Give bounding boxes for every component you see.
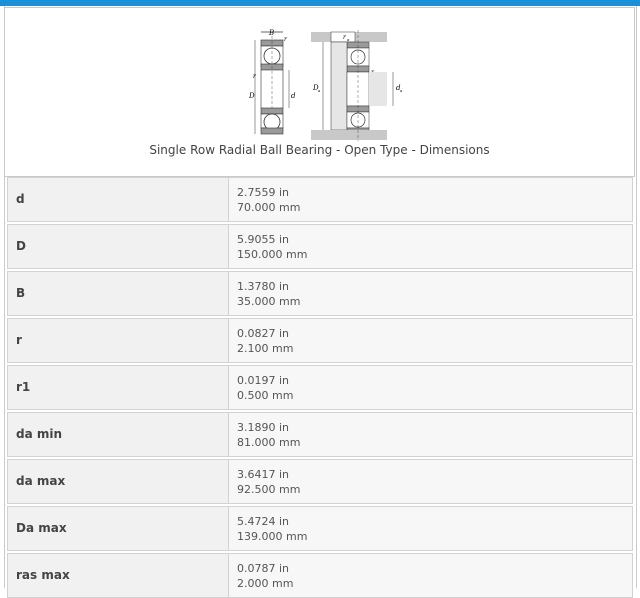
bearing-section-diagram bbox=[239, 28, 299, 138]
table-row bbox=[7, 318, 634, 363]
value-inch: 5.9055 in bbox=[237, 233, 290, 246]
mounting-section-diagram bbox=[303, 28, 413, 143]
table-row bbox=[7, 412, 634, 457]
value-inch: 2.7559 in bbox=[237, 186, 290, 199]
row-label: r bbox=[7, 318, 234, 363]
row-value bbox=[228, 365, 633, 410]
label-Da: D bbox=[313, 84, 319, 92]
row-value bbox=[228, 553, 633, 598]
table-row bbox=[7, 506, 634, 551]
value-mm: 92.500 mm bbox=[237, 483, 301, 496]
value-inch: 1.3780 in bbox=[237, 280, 290, 293]
value-inch: 0.0827 in bbox=[237, 327, 290, 340]
row-label: ras max bbox=[7, 553, 234, 598]
row-label: d bbox=[7, 177, 234, 222]
label-Da-sub: a bbox=[318, 88, 321, 93]
value-mm: 0.500 mm bbox=[237, 389, 294, 402]
table-row bbox=[7, 177, 634, 222]
row-label: da max bbox=[7, 459, 234, 504]
label-D: D bbox=[249, 92, 255, 100]
label-r-side: r bbox=[253, 73, 256, 80]
row-label: B bbox=[7, 271, 234, 316]
value-mm: 70.000 mm bbox=[237, 201, 301, 214]
row-value bbox=[228, 412, 633, 457]
value-mm: 35.000 mm bbox=[237, 295, 301, 308]
value-mm: 81.000 mm bbox=[237, 436, 301, 449]
value-inch: 3.1890 in bbox=[237, 421, 290, 434]
label-B: B bbox=[269, 29, 275, 37]
row-value bbox=[228, 177, 633, 222]
row-label: D bbox=[7, 224, 234, 269]
row-label: r1 bbox=[7, 365, 234, 410]
value-mm: 150.000 mm bbox=[237, 248, 308, 261]
table-row bbox=[7, 459, 634, 504]
value-inch: 0.0197 in bbox=[237, 374, 290, 387]
diagram-caption: Single Row Radial Ball Bearing - Open Type - Dimensions bbox=[149, 143, 490, 157]
row-value bbox=[228, 318, 633, 363]
table-row bbox=[7, 224, 634, 269]
value-mm: 2.000 mm bbox=[237, 577, 294, 590]
label-da-sub: a bbox=[400, 88, 403, 93]
table-row bbox=[7, 553, 634, 598]
value-mm: 139.000 mm bbox=[237, 530, 308, 543]
row-value bbox=[228, 271, 633, 316]
diagram-header bbox=[4, 7, 635, 177]
row-label: Da max bbox=[7, 506, 234, 551]
label-r-top: r bbox=[284, 36, 287, 43]
value-mm: 2.100 mm bbox=[237, 342, 294, 355]
label-ra-top: r bbox=[343, 34, 346, 41]
value-inch: 3.6417 in bbox=[237, 468, 290, 481]
row-value bbox=[228, 459, 633, 504]
label-ra-top-sub: a bbox=[347, 37, 350, 42]
label-da: d bbox=[396, 84, 401, 92]
table-row bbox=[7, 271, 634, 316]
value-inch: 5.4724 in bbox=[237, 515, 290, 528]
label-d: d bbox=[291, 92, 296, 100]
row-label: da min bbox=[7, 412, 234, 457]
row-value bbox=[228, 506, 633, 551]
table-row bbox=[7, 365, 634, 410]
value-inch: 0.0787 in bbox=[237, 562, 290, 575]
row-value bbox=[228, 224, 633, 269]
